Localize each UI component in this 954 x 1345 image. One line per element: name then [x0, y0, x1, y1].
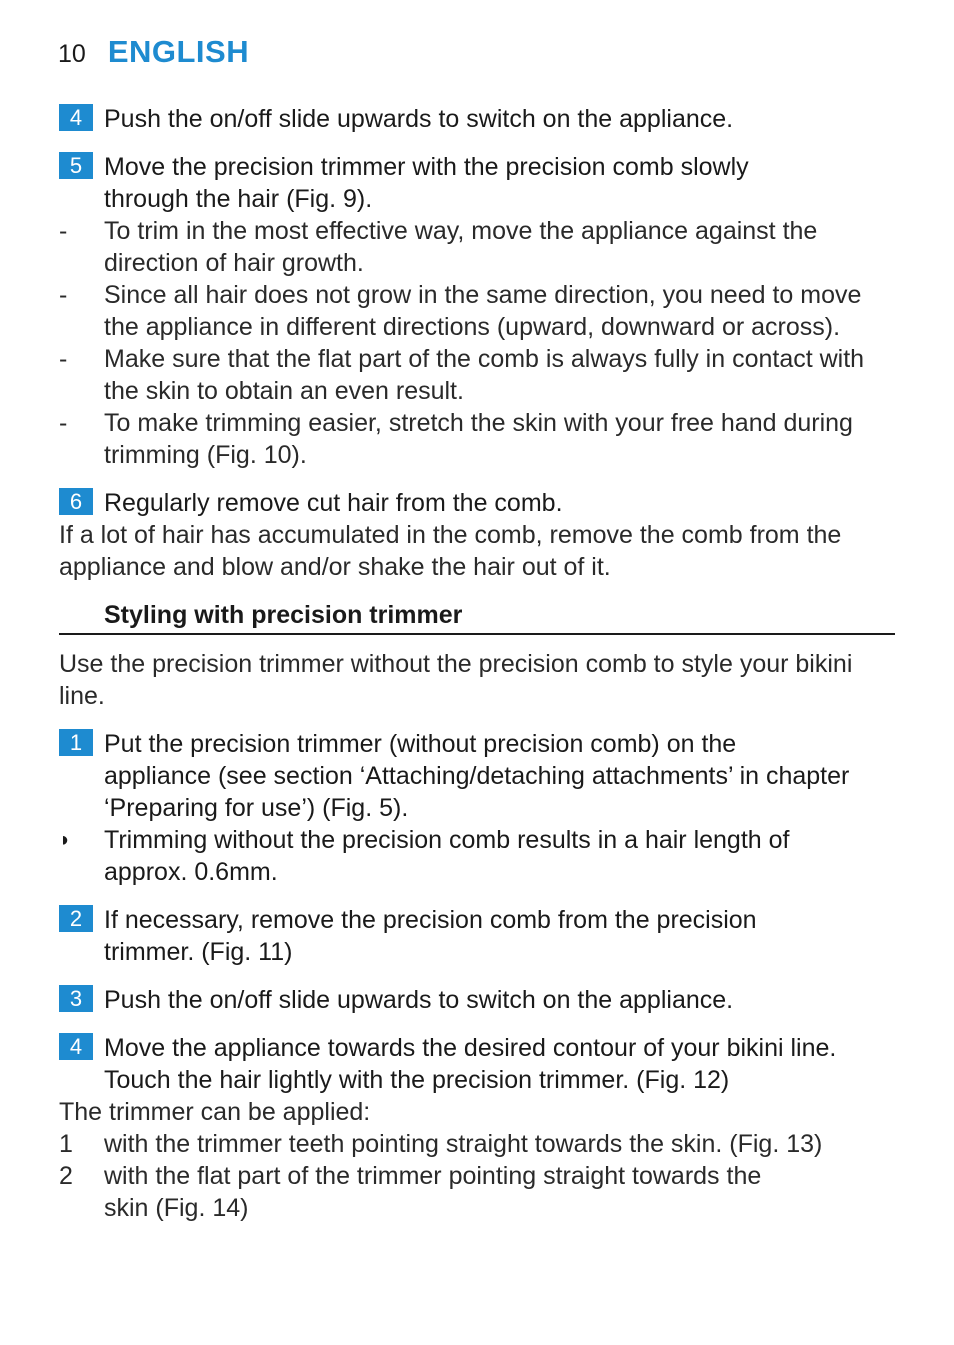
- result-text: approx. 0.6mm.: [104, 858, 278, 886]
- applied-intro: The trimmer can be applied:: [59, 1098, 371, 1126]
- result-text: Trimming without the precision comb results in a hair length of: [104, 826, 790, 854]
- step-text: trimmer. (Fig. 11): [104, 938, 293, 966]
- tip-text: direction of hair growth.: [104, 249, 364, 277]
- step-text: Regularly remove cut hair from the comb.: [104, 489, 563, 517]
- ordered-number: 2: [59, 1162, 73, 1190]
- ordered-text: with the trimmer teeth pointing straight towards the skin. (Fig. 13): [104, 1130, 823, 1158]
- tip-text: the appliance in different directions (upward, downward or across).: [104, 313, 841, 341]
- step-text: Move the precision trimmer with the precision comb slowly: [104, 153, 749, 181]
- page-header: [58, 34, 249, 74]
- tip-text: To make trimming easier, stretch the skin with your free hand during: [104, 409, 853, 437]
- tip-dash: -: [59, 281, 68, 309]
- step-text: through the hair (Fig. 9).: [104, 185, 373, 213]
- step-number-badge: 2: [59, 905, 93, 932]
- note-text: If a lot of hair has accumulated in the comb, remove the comb from the: [59, 521, 842, 549]
- tip-dash: -: [59, 217, 68, 245]
- step-text: Put the precision trimmer (without precision comb) on the: [104, 730, 737, 758]
- step-number-badge: 4: [59, 1033, 93, 1060]
- page-number: 10: [58, 40, 86, 68]
- ordered-number: 1: [59, 1130, 73, 1158]
- section-intro: Use the precision trimmer without the precision comb to style your bikini: [59, 650, 853, 678]
- tip-text: the skin to obtain an even result.: [104, 377, 464, 405]
- step-number-badge: 4: [59, 104, 93, 131]
- step-text: ‘Preparing for use’) (Fig. 5).: [104, 794, 409, 822]
- tip-text: To trim in the most effective way, move the appliance against the: [104, 217, 818, 245]
- step-text: appliance (see section ‘Attaching/detaching attachments’ in chapter: [104, 762, 850, 790]
- step-number-badge: 6: [59, 488, 93, 515]
- ordered-text: with the flat part of the trimmer pointing straight towards the: [104, 1162, 762, 1190]
- section-title: Styling with precision trimmer: [104, 601, 463, 629]
- step-text: Push the on/off slide upwards to switch on the appliance.: [104, 986, 734, 1014]
- ordered-text: skin (Fig. 14): [104, 1194, 249, 1222]
- section-intro: line.: [59, 682, 105, 710]
- tip-dash: -: [59, 409, 68, 437]
- language-heading: ENGLISH: [107, 34, 250, 69]
- step-text: Touch the hair lightly with the precision trimmer. (Fig. 12): [104, 1066, 730, 1094]
- step-number-badge: 1: [59, 729, 93, 756]
- note-text: appliance and blow and/or shake the hair out of it.: [59, 553, 611, 581]
- step-number-badge: 5: [59, 152, 93, 179]
- step-text: Push the on/off slide upwards to switch on the appliance.: [104, 105, 734, 133]
- result-marker: ◗: [59, 829, 72, 851]
- tip-dash: -: [59, 345, 68, 373]
- tip-text: Make sure that the flat part of the comb is always fully in contact with: [104, 345, 865, 373]
- tip-text: Since all hair does not grow in the same direction, you need to move: [104, 281, 862, 309]
- tip-text: trimming (Fig. 10).: [104, 441, 307, 469]
- section-divider: [59, 633, 895, 635]
- step-text: If necessary, remove the precision comb from the precision: [104, 906, 757, 934]
- step-number-badge: 3: [59, 985, 93, 1012]
- step-text: Move the appliance towards the desired contour of your bikini line.: [104, 1034, 837, 1062]
